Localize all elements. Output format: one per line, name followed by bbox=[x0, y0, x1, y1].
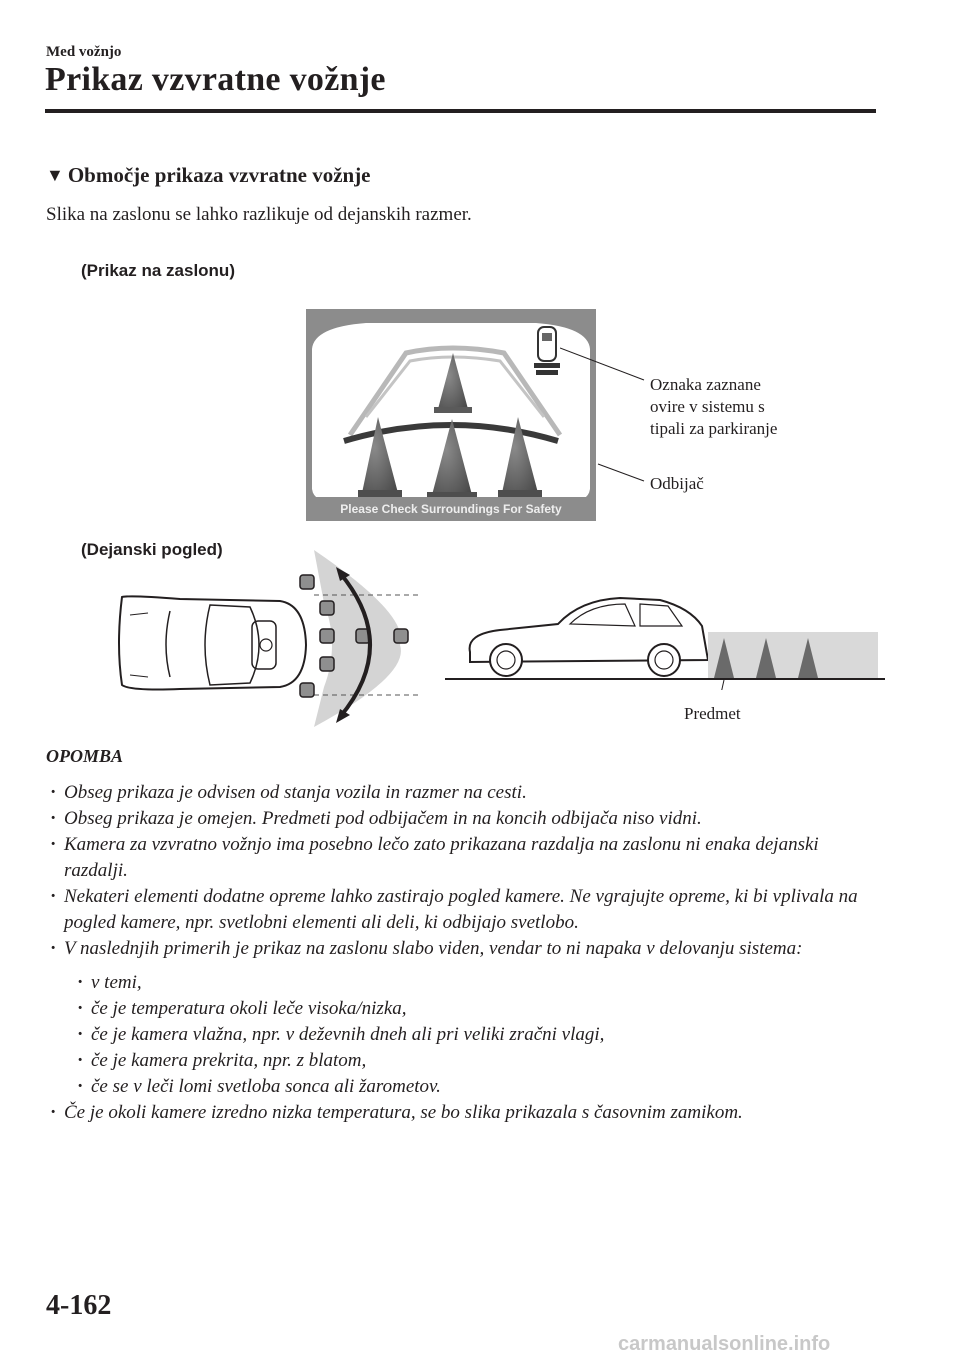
subsection-heading-text: Območje prikaza vzvratne vožnje bbox=[67, 163, 371, 187]
sensor-icon bbox=[300, 683, 314, 697]
note-subitem: · če je temperatura okoli leče visoka/nizka, bbox=[73, 996, 886, 1022]
callout-lines-screen bbox=[560, 340, 650, 490]
callout-bumper: Odbijač bbox=[650, 474, 704, 493]
car-side-view-icon bbox=[470, 598, 708, 676]
note-item: · Nekateri elementi dodatne opreme lahko zastirajo pogled kamere. Ne vgrajujte opreme, ki bi vplivala na pogled kamere, npr. svetlobni elementi ali deli, ki odbijajo svetlobo. bbox=[46, 884, 886, 936]
note-item: · Obseg prikaza je omejen. Predmeti pod odbijačem in na koncih odbijača niso vidni. bbox=[46, 806, 886, 832]
triangle-down-icon: ▼ bbox=[46, 165, 64, 185]
car-top-view-icon bbox=[119, 596, 306, 689]
watermark: carmanualsonline.info bbox=[618, 1333, 831, 1355]
page-title: Prikaz vzvratne vožnje bbox=[45, 61, 386, 98]
side-view-illustration bbox=[440, 590, 890, 690]
note-item: · Kamera za vzvratno vožnjo ima posebno lečo zato prikazana razdalja na zaslonu ni enaka dejanski razdalji. bbox=[46, 832, 886, 884]
callout-sensor-marker: Oznaka zaznane ovire v sistemu s tipali za parkiranje bbox=[650, 375, 778, 438]
sensor-icon bbox=[394, 629, 408, 643]
sensor-icon bbox=[320, 629, 334, 643]
note-title: OPOMBA bbox=[46, 746, 124, 766]
section-label: Med vožnjo bbox=[46, 44, 122, 60]
note-subitem: · če je kamera vlažna, npr. v deževnih dneh ali pri veliki zračni vlagi, bbox=[73, 1022, 886, 1048]
top-view-illustration bbox=[100, 545, 420, 730]
intro-text: Slika na zaslonu se lahko razlikuje od dejanskih razmer. bbox=[46, 204, 472, 225]
note-item: · Če je okoli kamere izredno nizka temperatura, se bo slika prikazala s časovnim zamikom. bbox=[46, 1100, 886, 1126]
header-rule bbox=[45, 109, 876, 113]
figure-label-screen: (Prikaz na zaslonu) bbox=[81, 261, 235, 280]
sensor-icon bbox=[320, 657, 334, 671]
note-subitem: · če se v leči lomi svetloba sonca ali žarometov. bbox=[73, 1074, 886, 1100]
note-sublist bbox=[46, 970, 886, 1100]
sensor-icon bbox=[320, 601, 334, 615]
screen-banner-text: Please Check Surroundings For Safety bbox=[340, 502, 562, 516]
note-list bbox=[46, 780, 886, 1126]
note-item: · Obseg prikaza je odvisen od stanja vozila in razmer na cesti. bbox=[46, 780, 886, 806]
parking-sensor-car-icon bbox=[534, 327, 560, 375]
callout-object: Predmet bbox=[684, 704, 741, 723]
note-subitem: · če je kamera prekrita, npr. z blatom, bbox=[73, 1048, 886, 1074]
screen-display-illustration bbox=[306, 309, 596, 521]
figure-label-actual: (Dejanski pogled) bbox=[81, 540, 223, 559]
note-subitem: · v temi, bbox=[73, 970, 886, 996]
subsection-heading bbox=[46, 163, 371, 188]
note-item: · V naslednjih primerih je prikaz na zaslonu slabo viden, vendar to ni napaka v delovanju sistema: bbox=[46, 936, 886, 962]
sensor-icon bbox=[300, 575, 314, 589]
page-number: 4-162 bbox=[46, 1290, 112, 1321]
